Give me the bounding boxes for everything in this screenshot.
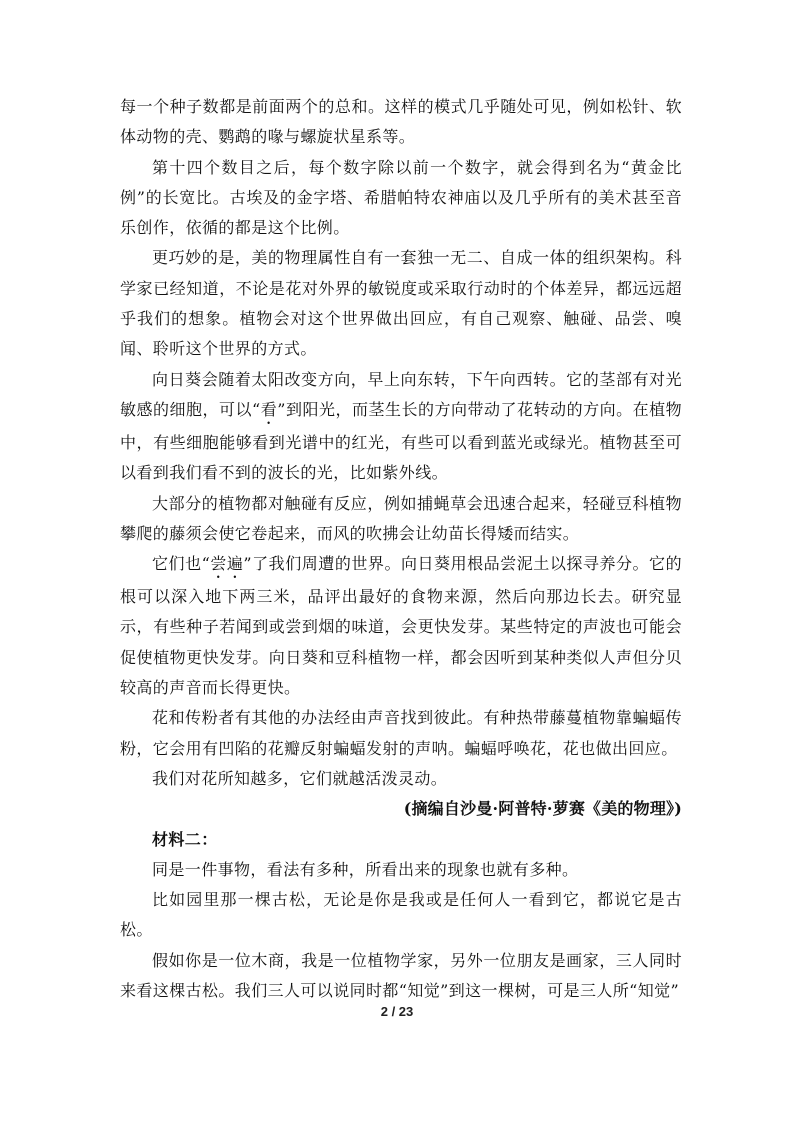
paragraph-text: ”到阳光，而茎生长的方向带动了花转动的方向。在植物中，有些细胞能够看到光谱中的红光，有些可以看到蓝光或绿光。植物甚至可以看到我们看不到的波长的光，比如紫外线。 — [120, 399, 683, 483]
paragraph-physics-of-beauty: 更巧妙的是，美的物理属性自有一套独一无二、自成一体的组织架构。科学家已经知道，不论是花对外界的敏锐度或采取行动时的个体差异，都远远超乎我们的想象。植物会对这个世界做出回应，有自己观察、触碰、品尝、嗅闻、聆听这个世界的方式。 — [120, 248, 682, 359]
paragraph-taste-world — [120, 549, 682, 703]
paragraph-sunflower-light — [120, 365, 682, 489]
paragraph-more-we-know: 我们对花所知越多，它们就越活泼灵动。 — [152, 768, 448, 788]
emphasis-text: 尝遍 — [210, 554, 244, 574]
source-citation: (摘编自沙曼·阿普特·萝赛《美的物理》) — [403, 799, 682, 819]
paragraph-text: 向日葵会随着太阳改变方向，早上向东转，下午向西转。它的茎部有对光敏感的细胞，可以“ — [120, 369, 682, 419]
emphasis-text: 看 — [260, 399, 278, 419]
paragraph-golden-ratio: 第十四个数目之后，每个数字除以前一个数字，就会得到名为“黄金比例”的长宽比。古埃及的金字塔、希腊帕特农神庙以及几乎所有的美术甚至音乐创作，依循的都是这个比例。 — [120, 157, 682, 238]
paragraph-three-observers: 假如你是一位木商，我是一位植物学家，另外一位朋友是画家，三人同时来看这棵古松。我们三人可以说同时都“知觉”到这一棵树，可是三人所“知觉” — [120, 950, 682, 1001]
section-heading: 材料二： — [152, 829, 218, 849]
page-number: 2 / 23 — [380, 1004, 414, 1019]
paragraph-old-pine: 比如园里那一棵古松，无论是你是我或是任何人一看到它，都说它是古松。 — [120, 890, 682, 940]
paragraph-many-views: 同是一件事物，看法有多种，所看出来的现象也就有多种。 — [152, 859, 579, 879]
paragraph-touch-response: 大部分的植物都对触碰有反应，例如捕蝇草会迅速合起来，轻碰豆科植物攀爬的藤须会使它卷起来，而风的吹拂会让幼苗长得矮而结实。 — [120, 493, 682, 543]
paragraph-seed-numbers: 每一个种子数都是前面两个的总和。这样的模式几乎随处可见，例如松针、软体动物的壳、鹦鹉的喙与螺旋状星系等。 — [120, 97, 682, 147]
document-body — [120, 92, 682, 1006]
paragraph-text: 它们也“ — [152, 554, 211, 574]
paragraph-text: ”了我们周遭的世界。向日葵用根品尝泥土以探寻养分。它的根可以深入地下两三米，品评出最好的食物来源，然后向那边长去。研究显示，有些种子若闻到或尝到烟的味道，会更快发芽。某些特定的声波也可能会促使植物更快发芽。向日葵和豆科植物一样，都会因听到某种类似人声但分贝较高的声音而长得更快。 — [120, 554, 682, 698]
paragraph-pollinators-sound: 花和传粉者有其他的办法经由声音找到彼此。有种热带藤蔓植物靠蝙蝠传粉，它会用有凹陷的花瓣反射蝙蝠发射的声呐。蝙蝠呼唤花，花也做出回应。 — [120, 708, 682, 758]
